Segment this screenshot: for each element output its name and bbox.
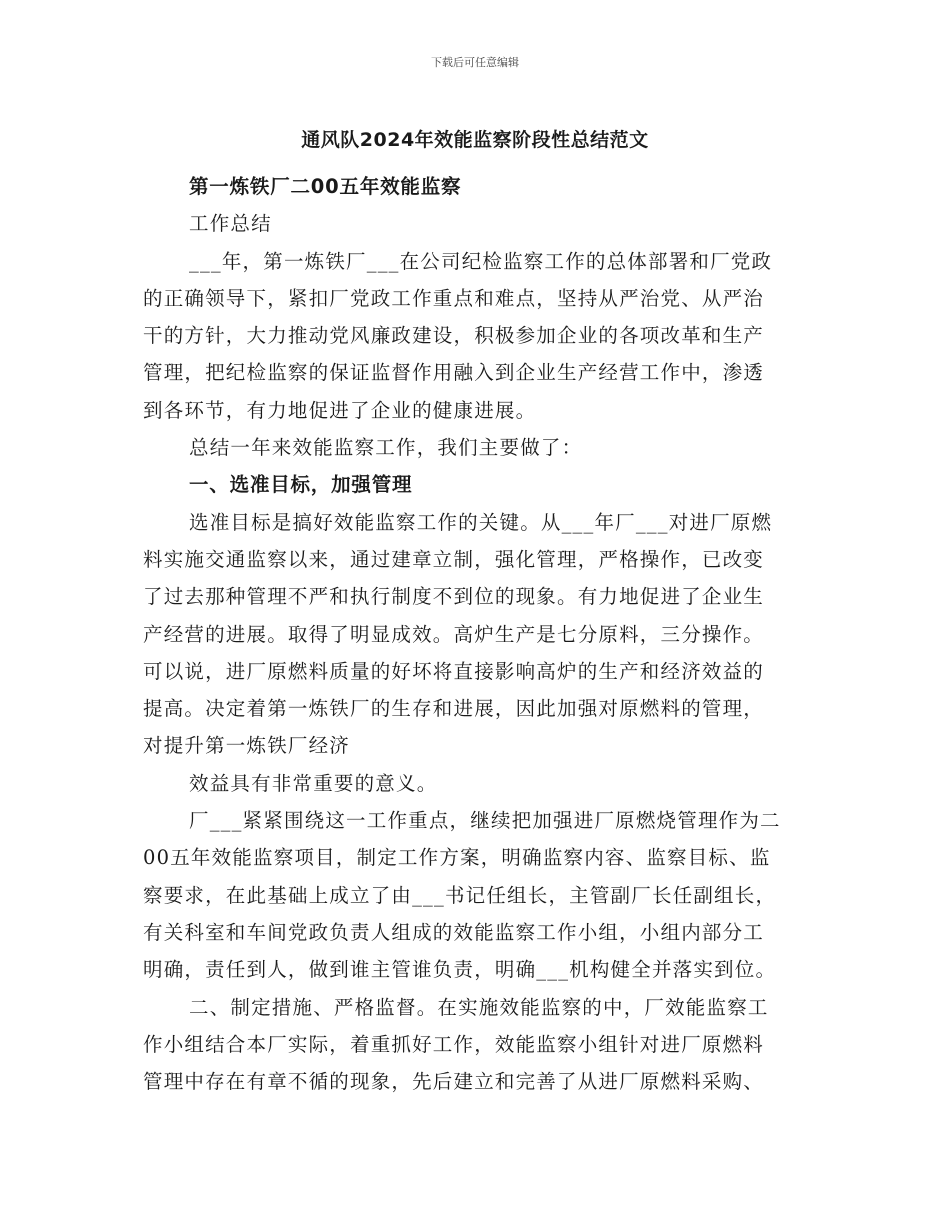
paragraph-line: 干的方针，大力推动党风廉政建设，积极参加企业的各项改革和生产 xyxy=(143,324,765,348)
paragraph-line: 可以说，进厂原燃料质量的好坏将直接影响高炉的生产和经济效益的 xyxy=(143,659,765,683)
paragraph-line: 明确，责任到人，做到谁主管谁负责，明确___机构健全并落实到位。 xyxy=(143,958,777,982)
paragraph-line: 产经营的进展。取得了明显成效。高炉生产是七分原料，三分操作。 xyxy=(143,622,765,646)
paragraph-line: 了过去那种管理不严和执行制度不到位的现象。有力地促进了企业生 xyxy=(143,585,765,609)
paragraph-line: 管理，把纪检监察的保证监督作用融入到企业生产经营工作中，渗透 xyxy=(143,361,765,385)
page-header-note: 下载后可任意编辑 xyxy=(431,56,519,69)
paragraph-line: 管理中存在有章不循的现象，先后建立和完善了从进厂原燃料采购、 xyxy=(143,1070,765,1094)
paragraph-line: 有关科室和车间党政负责人组成的效能监察工作小组，小组内部分工 xyxy=(143,920,765,944)
paragraph-line: 察要求，在此基础上成立了由___书记任组长，主管副厂长任副组长， xyxy=(143,883,777,907)
paragraph-line: 二、制定措施、严格监督。在实施效能监察的中，厂效能监察工 xyxy=(189,995,769,1019)
paragraph-line: 工作总结 xyxy=(189,212,272,236)
paragraph-line: 料实施交通监察以来，通过建章立制，强化管理，严格操作，已改变 xyxy=(143,547,765,571)
section-heading-line: 第一炼铁厂二00五年效能监察 xyxy=(189,175,462,198)
paragraph-line: 效益具有非常重要的意义。 xyxy=(189,771,438,795)
paragraph-line: 提高。决定着第一炼铁厂的生存和进展，因此加强对原燃料的管理， xyxy=(143,697,765,721)
paragraph-line: 对提升第一炼铁厂经济 xyxy=(143,734,351,758)
paragraph-line: 的正确领导下，紧扣厂党政工作重点和难点，坚持从严治党、从严治 xyxy=(143,286,765,310)
paragraph-line: 00五年效能监察项目，制定工作方案，明确监察内容、监察目标、监 xyxy=(143,846,771,870)
paragraph-line: 选准目标是搞好效能监察工作的关键。从___年厂___对进厂原燃 xyxy=(189,510,773,534)
paragraph-line: 到各环节，有力地促进了企业的健康进展。 xyxy=(143,398,537,422)
section-heading-line: 一、选准目标，加强管理 xyxy=(189,473,413,497)
paragraph-line: 总结一年来效能监察工作，我们主要做了： xyxy=(189,436,583,460)
document-body xyxy=(143,168,813,1100)
paragraph-line: ___年，第一炼铁厂___在公司纪检监察工作的总体部署和厂党政 xyxy=(189,249,773,273)
document-title: 通风队2024年效能监察阶段性总结范文 xyxy=(301,129,649,151)
paragraph-line: 厂___紧紧围绕这一工作重点，继续把加强进厂原燃烧管理作为二 xyxy=(189,809,781,833)
paragraph-line: 作小组结合本厂实际，着重抓好工作，效能监察小组针对进厂原燃料 xyxy=(143,1032,765,1056)
